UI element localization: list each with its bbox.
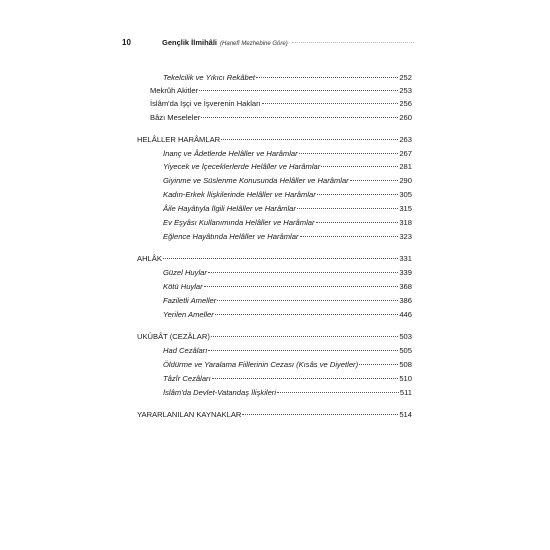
dot-leader bbox=[163, 258, 398, 259]
dot-leader bbox=[242, 414, 398, 415]
toc-entry bbox=[137, 253, 412, 264]
toc-entry bbox=[137, 331, 412, 342]
toc-entry-page: 368 bbox=[399, 282, 412, 291]
toc-entry-label: İnanç ve Âdetlerde Helâller ve Harâmlar bbox=[163, 149, 298, 158]
toc-entry bbox=[163, 203, 412, 214]
toc-entry-page: 386 bbox=[399, 296, 412, 305]
dot-leader bbox=[204, 286, 399, 287]
dot-leader bbox=[212, 378, 399, 379]
toc-entry-label: Güzel Huylar bbox=[163, 268, 207, 277]
toc-entry-label: İslâm'da Devlet-Vatandaş İlişkileri bbox=[163, 388, 277, 397]
toc-entry bbox=[163, 161, 412, 172]
dot-leader bbox=[262, 103, 399, 104]
toc-entry bbox=[163, 72, 412, 83]
toc-entry-page: 446 bbox=[399, 310, 412, 319]
dot-leader bbox=[316, 222, 399, 223]
toc-entry-page: 305 bbox=[399, 190, 412, 199]
toc-entry-label: Giyinme ve Süslenme Konusunda Helâller ve Harâmlar bbox=[163, 176, 349, 185]
toc-entry bbox=[163, 231, 412, 242]
toc-entry-label: Kötü Huylar bbox=[163, 282, 203, 291]
toc-entry-page: 331 bbox=[399, 254, 412, 263]
dot-leader bbox=[215, 314, 399, 315]
toc-entry bbox=[137, 409, 412, 420]
dot-leader bbox=[217, 300, 398, 301]
toc-entry bbox=[137, 134, 412, 145]
toc-entry-page: 260 bbox=[399, 113, 412, 122]
toc-entry-label: Âile Hayâtıyla İlgili Helâller ve Harâmlar bbox=[163, 204, 296, 213]
dot-leader bbox=[208, 350, 398, 351]
toc-entry-page: 339 bbox=[399, 268, 412, 277]
dot-leader bbox=[350, 180, 399, 181]
toc-entry bbox=[163, 373, 412, 384]
toc-entry-page: 256 bbox=[399, 99, 412, 108]
toc-entry-page: 253 bbox=[399, 86, 412, 95]
toc-entry bbox=[163, 189, 412, 200]
dot-leader bbox=[297, 208, 398, 209]
toc-entry bbox=[163, 309, 412, 320]
toc-entry-label: Yiyecek ve İçeceklerlerde Helâller ve Harâmlar bbox=[163, 162, 321, 171]
dot-leader bbox=[321, 166, 398, 167]
book-subtitle: (Hanefî Mezhebine Göre) bbox=[220, 41, 288, 47]
dot-leader bbox=[277, 392, 399, 393]
toc-entry-page: 508 bbox=[399, 360, 412, 369]
toc-entry-page: 315 bbox=[399, 204, 412, 213]
toc-entry-label: Kadın-Erkek İlişkilerinde Helâller ve Harâmlar bbox=[163, 190, 316, 199]
dot-leader bbox=[221, 139, 398, 140]
toc-entry-page: 503 bbox=[399, 332, 412, 341]
toc-entry-label: Bâzı Meseleler bbox=[150, 113, 201, 122]
toc-entry-label: AHLÂK bbox=[137, 254, 162, 263]
toc-entry bbox=[163, 267, 412, 278]
dot-leader bbox=[317, 194, 399, 195]
toc-entry-page: 510 bbox=[399, 374, 412, 383]
toc-entry-label: UKÛBÂT (CEZÂLAR) bbox=[137, 332, 210, 341]
toc-entry-label: İslâm'da İşçi ve İşverenin Hakları bbox=[150, 99, 261, 108]
toc-entry bbox=[163, 281, 412, 292]
toc-entry-label: Had Cezâları bbox=[163, 346, 208, 355]
book-title: Gençlik İlmihâli bbox=[162, 38, 218, 47]
toc-entry bbox=[150, 85, 412, 96]
toc-entry-label: Öldürme ve Yaralama Fiillerinin Cezası (Kısâs ve Diyetler) bbox=[163, 360, 359, 369]
toc-entry-label: Faziletli Ameller bbox=[163, 296, 217, 305]
toc-entry-page: 511 bbox=[399, 388, 412, 397]
page-number: 10 bbox=[122, 38, 131, 47]
toc-entry bbox=[150, 98, 412, 109]
toc-entry bbox=[163, 295, 412, 306]
toc-entry-page: 505 bbox=[399, 346, 412, 355]
toc-entry-label: Tâzîr Cezâları bbox=[163, 374, 211, 383]
toc-entry-page: 290 bbox=[399, 176, 412, 185]
toc-entry-label: Eğlence Hayâtında Helâller ve Harâmlar bbox=[163, 232, 299, 241]
toc-entry bbox=[150, 112, 412, 123]
toc-entry-label: YARARLANILAN KAYNAKLAR bbox=[137, 410, 242, 419]
toc-entry-label: Tekelcilik ve Yıkıcı Rekâbet bbox=[163, 73, 256, 82]
dot-leader bbox=[359, 364, 398, 365]
dot-leader bbox=[256, 77, 398, 78]
toc-entry bbox=[163, 345, 412, 356]
dot-leader bbox=[299, 153, 399, 154]
toc-entry-label: Yerilen Ameller bbox=[163, 310, 214, 319]
toc-entry bbox=[163, 387, 412, 398]
toc-entry-page: 281 bbox=[399, 162, 412, 171]
toc-entry-page: 267 bbox=[399, 149, 412, 158]
toc-entry-page: 323 bbox=[399, 232, 412, 241]
toc-entry-page: 252 bbox=[399, 73, 412, 82]
toc-entry-page: 263 bbox=[399, 135, 412, 144]
dot-leader bbox=[300, 236, 399, 237]
dot-leader bbox=[199, 90, 398, 91]
toc-entry bbox=[163, 217, 412, 228]
toc-entry bbox=[163, 148, 412, 159]
dot-leader bbox=[211, 336, 398, 337]
toc-entry-page: 514 bbox=[399, 410, 412, 419]
dot-leader bbox=[208, 272, 398, 273]
toc-entry-label: Ev Eşyâsı Kullanımında Helâller ve Harâmlar bbox=[163, 218, 315, 227]
toc-entry bbox=[163, 175, 412, 186]
toc-entry-page: 318 bbox=[399, 218, 412, 227]
toc-entry bbox=[163, 359, 412, 370]
toc-entry-label: Mekrûh Akitler bbox=[150, 86, 199, 95]
toc-entry-label: HELÂLLER HARÂMLAR bbox=[137, 135, 221, 144]
dot-leader bbox=[201, 117, 398, 118]
